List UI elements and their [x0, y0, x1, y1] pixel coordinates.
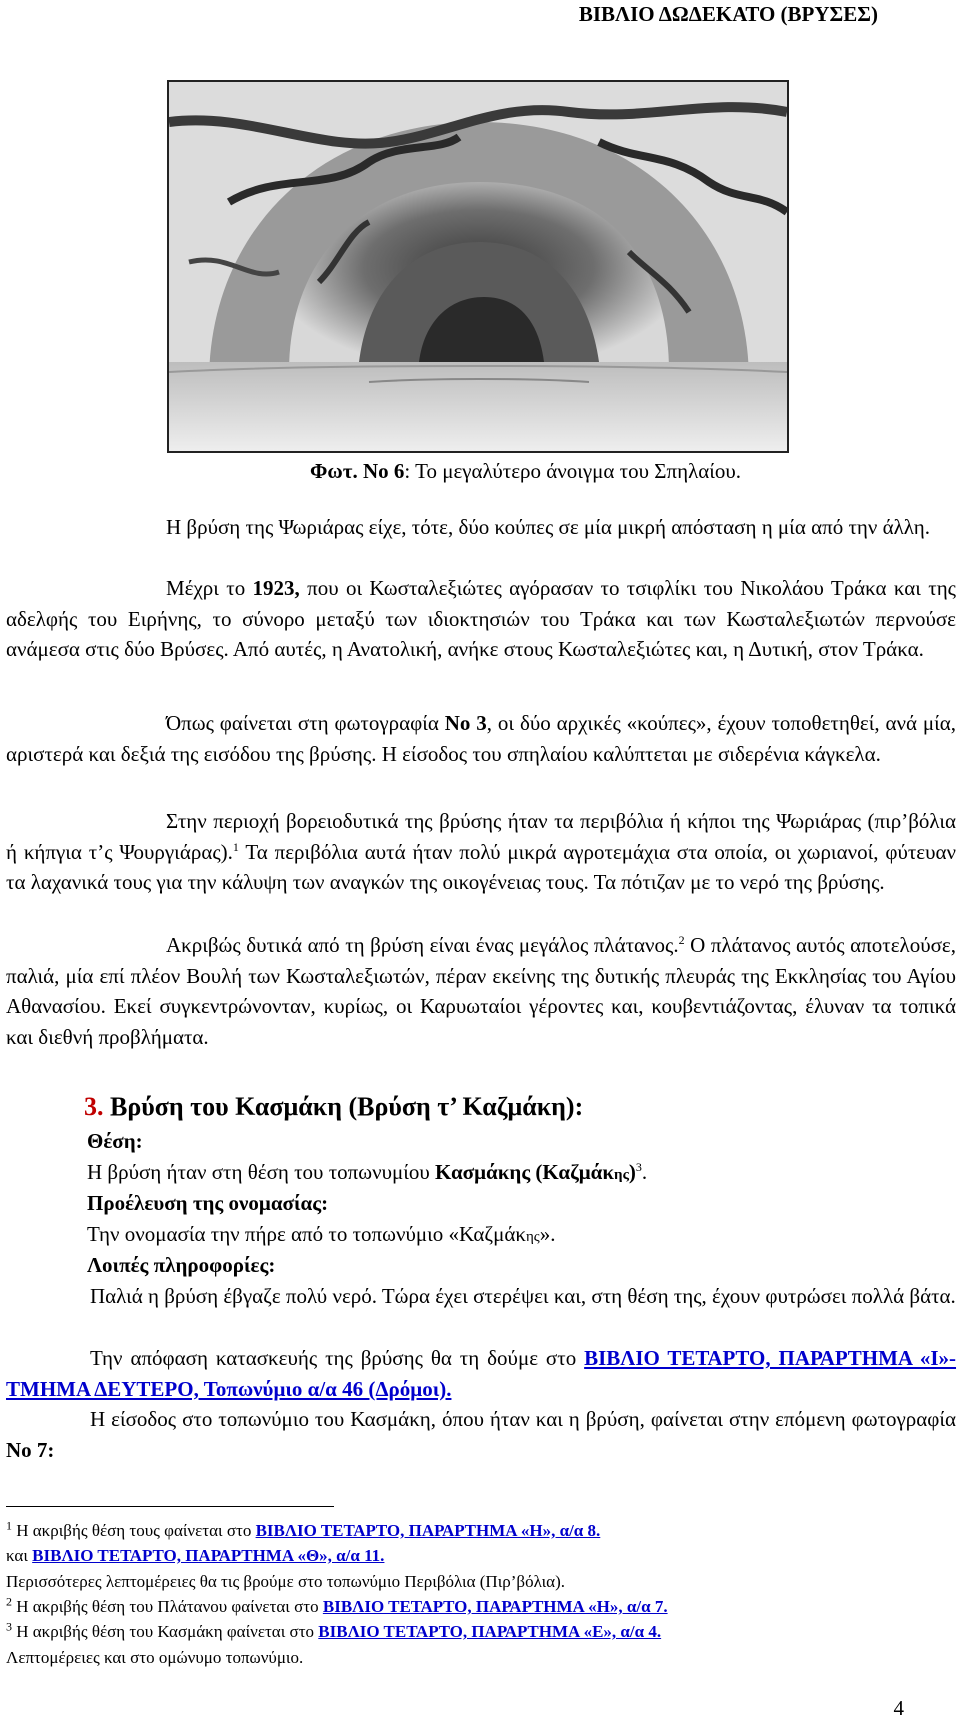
p4-text-a: Στην περιοχή βορειοδυτικά της βρύσης ήταν τα περιβόλια ή κήποι της Ψωριάρας (πιρ’βόλια ή κήπγια τ’ς Ψουργιάρας). — [6, 809, 956, 864]
paragraph-1: Η βρύση της Ψωριάρας είχε, τότε, δύο κούπες σε μία μικρή απόσταση η μία από την άλλη. — [166, 515, 931, 539]
photo-caption — [310, 456, 741, 486]
footnote-2-text: Η ακριβής θέση του Πλάτανου φαίνεται στο — [12, 1597, 323, 1616]
origin-text — [87, 1219, 556, 1252]
p2-year: 1923, — [252, 576, 300, 600]
p5-text-b: Ο πλάτανος αυτός αποτελούσε, παλιά, μία επί πλέον Βουλή των Κωσταλεξιωτών, πέραν εκείνης της δυτικής πλευράς της Εκκλησίας του Αγίου Αθανασίου. Εκεί συγκεντρώνονταν, κυρίως, οι Καρυωταίοι γέροντες και, κουβεντιάζοντας, έλυναν τα τοπικά και διεθνή προβλήματα. — [6, 933, 956, 1049]
origin-text-a: Την ονομασία την πήρε από το τοπωνύμιο «Καζμάκ — [87, 1222, 526, 1246]
p4-text-b: Τα περιβόλια αυτά ήταν πολύ μικρά αγροτεμάχια στα οποία, οι χωριανοί, φύτευαν τα λαχανικά τους για την κάλυψη των αναγκών της οικογένειας τους. Τα πότιζαν με το νερό της βρύσης. — [6, 839, 956, 894]
footnote-2-marker: 2 — [6, 1594, 12, 1609]
position-place-suffix: ης — [614, 1167, 629, 1183]
decision-paragraph — [6, 1343, 956, 1404]
footnote-1-text: Η ακριβής θέση τους φαίνεται στο — [12, 1521, 256, 1540]
p3-text-b: , οι δύο αρχικές «κούπες», έχουν τοποθετηθεί, ανά μία, αριστερά και δεξιά της εισόδου της βρύσης. Η είσοδος του σπηλαίου καλύπτεται με σιδερένια κάγκελα. — [6, 711, 957, 766]
origin-text-end: ». — [539, 1222, 556, 1246]
entrance-photo-ref: Νο 7: — [6, 1437, 55, 1462]
position-place-close: ) — [628, 1160, 636, 1184]
section-number: 3. — [84, 1092, 104, 1121]
position-place — [435, 1160, 636, 1184]
footnote-1-link[interactable]: ΒΙΒΛΙΟ ΤΕΤΑΡΤΟ, ΠΑΡΑΡΤΗΜΑ «Η», α/α 8. — [255, 1521, 601, 1540]
caption-label: Φωτ. Νο 6 — [310, 459, 405, 483]
footnote-2-link[interactable]: ΒΙΒΛΙΟ ΤΕΤΑΡΤΟ, ΠΑΡΑΡΤΗΜΑ «Η», α/α 7. — [322, 1597, 668, 1616]
footnote-separator — [6, 1506, 334, 1507]
footnote-ref-3[interactable]: 3 — [635, 1160, 642, 1174]
other-info-label: Λοιπές πληροφορίες: — [87, 1253, 276, 1277]
cave-photo — [167, 80, 789, 453]
origin-suffix: ης — [525, 1229, 540, 1245]
origin-label: Προέλευση της ονομασίας: — [87, 1191, 329, 1215]
footnote-3-link[interactable]: ΒΙΒΛΙΟ ΤΕΤΑΡΤΟ, ΠΑΡΑΡΤΗΜΑ «Ε», α/α 4. — [318, 1622, 662, 1641]
entrance-text: Η είσοδος στο τοπωνύμιο του Κασμάκη, όπου ήταν και η βρύση, φαίνεται στην επόμενη φωτογραφία — [90, 1407, 956, 1431]
paragraph-4 — [6, 806, 956, 898]
p3-photo-ref: Νο 3 — [444, 711, 487, 735]
footnote-ref-2[interactable]: 2 — [678, 933, 685, 947]
decision-link[interactable]: ΒΙΒΛΙΟ ΤΕΤΑΡΤΟ, ΠΑΡΑΡΤΗΜΑ «Ι»- ΤΜΗΜΑ ΔΕΥΤΕΡΟ, Τοπωνύμιο α/α 46 (Δρόμοι). — [6, 1346, 957, 1401]
footnote-1-cont — [6, 1544, 384, 1568]
page-number: 4 — [893, 1696, 904, 1720]
section-title — [84, 1090, 583, 1124]
footnote-1 — [6, 1519, 600, 1543]
footnote-1-extra: Περισσότερες λεπτομέρειες θα τις βρούμε στο τοπωνύμιο Περιβόλια (Πιρ’βόλια). — [6, 1572, 565, 1591]
position-text-a: Η βρύση ήταν στη θέση του τοπωνυμίου — [87, 1160, 436, 1184]
entrance-paragraph — [6, 1404, 956, 1465]
paragraph-2 — [6, 573, 956, 665]
paragraph-5 — [6, 930, 956, 1052]
other-info-text: Παλιά η βρύση έβγαζε πολύ νερό. Τώρα έχει στερέψει και, στη θέση της, έχουν φυτρώσει πολλά βάτα. — [90, 1284, 956, 1308]
position-place-name: Κασμάκης (Καζμάκ — [435, 1160, 615, 1184]
footnote-1-link-2[interactable]: ΒΙΒΛΙΟ ΤΕΤΑΡΤΟ, ΠΑΡΑΡΤΗΜΑ «Θ», α/α 11. — [32, 1546, 385, 1565]
section-title-text: Βρύση του Κασμάκη (Βρύση τ’ Καζμάκη): — [103, 1092, 584, 1121]
position-text — [87, 1157, 647, 1190]
footnote-3-marker: 3 — [6, 1619, 12, 1634]
caption-text: : Το μεγαλύτερο άνοιγμα του Σπηλαίου. — [404, 459, 742, 483]
p5-text-a: Ακριβώς δυτικά από τη βρύση είναι ένας μεγάλος πλάτανος. — [166, 933, 679, 957]
footnote-ref-1[interactable]: 1 — [232, 839, 239, 854]
p2-text-b: που οι Κωσταλεξιώτες αγόρασαν το τσιφλίκι του Νικολάου Τράκα και της αδελφής του Ειρήνης, το σύνορο μεταξύ των ιδιοκτησιών του Τράκα και των Κωσταλεξιωτών περνούσε ανάμεσα στις δύο Βρύσες. Από αυτές, η Ανατολική, ανήκε στους Κωσταλεξιώτες και, η Δυτική, στον Τράκα. — [6, 576, 956, 661]
decision-text: Την απόφαση κατασκευής της βρύσης θα τη δούμε στο — [90, 1346, 585, 1370]
position-text-end: . — [641, 1160, 648, 1184]
p2-text-a: Μέχρι το — [166, 576, 253, 600]
page-header: ΒΙΒΛΙΟ ΔΩΔΕΚΑΤΟ (ΒΡΥΣΕΣ) — [578, 2, 878, 26]
position-label: Θέση: — [87, 1129, 143, 1153]
footnote-3 — [6, 1620, 661, 1644]
footnote-1-marker: 1 — [6, 1518, 12, 1533]
footnote-3-extra: Λεπτομέρειες και στο ομώνυμο τοπωνύμιο. — [6, 1648, 304, 1667]
footnote-2 — [6, 1595, 668, 1619]
paragraph-3 — [6, 708, 956, 769]
footnote-3-text: Η ακριβής θέση του Κασμάκη φαίνεται στο — [12, 1622, 319, 1641]
p3-text-a: Όπως φαίνεται στη φωτογραφία — [166, 711, 445, 735]
footnote-1-text-b: και — [6, 1546, 33, 1565]
cave-image — [169, 82, 787, 451]
